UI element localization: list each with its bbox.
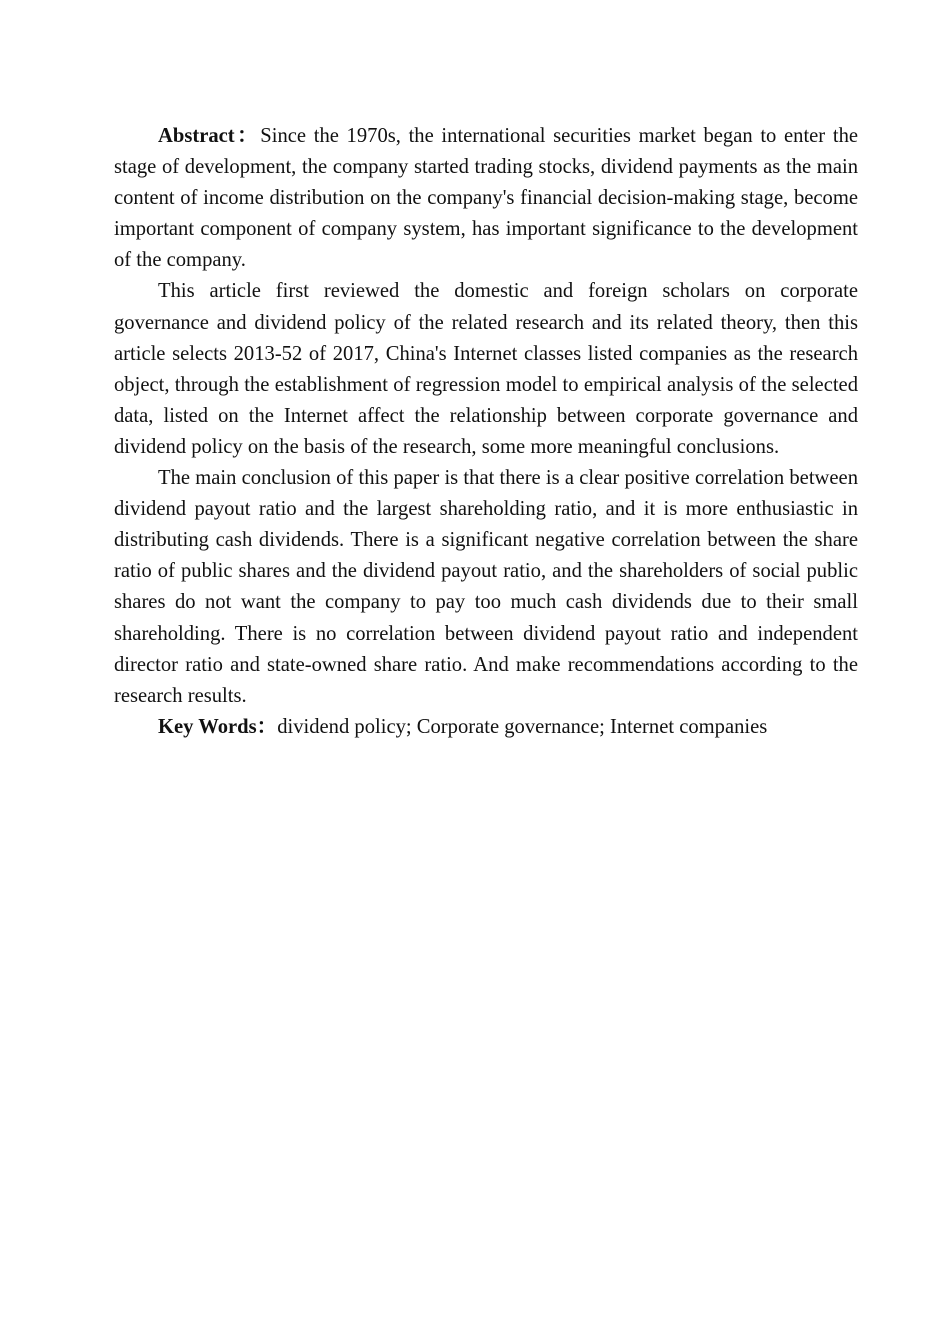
abstract-label: Abstract bbox=[158, 125, 235, 147]
abstract-text-2: This article first reviewed the domestic and foreign scholars on corporate governance and dividend policy of the related research and its related theory, then this article selects 2013-52 of 2017, China's Internet classes listed companies as the research object, through the establishment of regression model to empirical analysis of the selected data, listed on the Internet affect the relationship between corporate governance and dividend policy on the basis of the research, some more meaningful conclusions. bbox=[114, 280, 858, 458]
abstract-text-1: Since the 1970s, the international securities market began to enter the stage of development, the company started trading stocks, dividend payments as the main content of income distribution on the company's financial decision-making stage, become important component of company system, has important significance to the development of the company. bbox=[114, 125, 859, 272]
keywords-separator: ： bbox=[256, 715, 278, 738]
abstract-paragraph-1 bbox=[114, 121, 858, 276]
keywords-label: Key Words bbox=[158, 715, 257, 738]
abstract-paragraph-2 bbox=[114, 276, 858, 463]
keywords-text: dividend policy; Corporate governance; Internet companies bbox=[277, 715, 768, 738]
abstract-separator: ： bbox=[234, 125, 261, 147]
abstract-text-3: The main conclusion of this paper is that there is a clear positive correlation between dividend payout ratio and the largest shareholding ratio, and it is more enthusiastic in distributing cash dividends. There is a significant negative correlation between the share ratio of public shares and the dividend payout ratio, and the shareholders of social public shares do not want the company to pay too much cash dividends due to their small shareholding. There is no correlation between dividend payout ratio and independent director ratio and state-owned share ratio. And make recommendations according to the research results. bbox=[114, 467, 858, 707]
abstract-section bbox=[114, 121, 858, 743]
abstract-paragraph-3 bbox=[114, 463, 858, 712]
keywords-line bbox=[114, 712, 858, 743]
